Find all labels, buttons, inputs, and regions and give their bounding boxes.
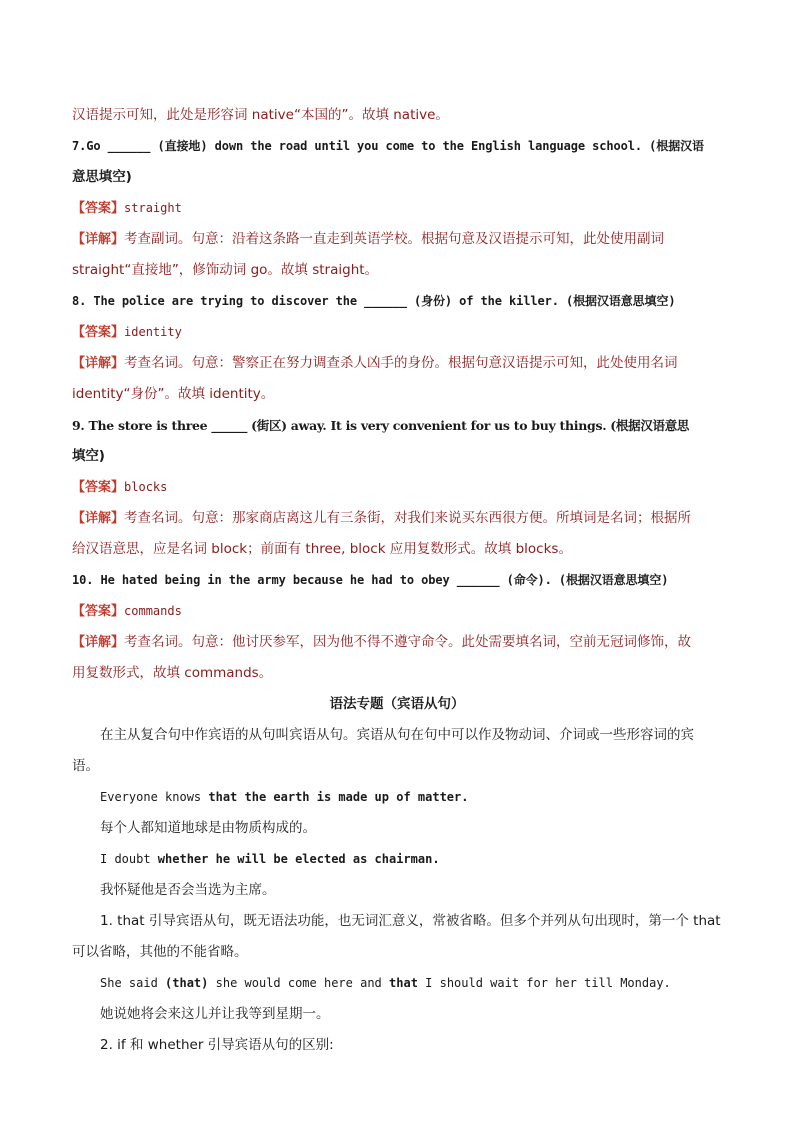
detail-7-cont: straight“直接地”，修饰动词 go。故填 straight。	[72, 262, 379, 278]
detail-text: 考查副词。句意：沿着这条路一直走到英语学校。根据句意及汉语提示可知，此处使用副词	[124, 231, 665, 247]
detail-10-cont: 用复数形式，故填 commands。	[72, 665, 273, 681]
answer-tag: 【答案】	[72, 480, 125, 495]
detail-text: 考查名词。句意：警察正在努力调查杀人凶手的身份。根据句意汉语提示可知，此处使用名词	[124, 355, 678, 371]
answer-8	[72, 317, 722, 348]
rule-2: 2. if 和 whether 引导宾语从句的区别:	[100, 1037, 334, 1053]
answer-9	[72, 472, 722, 503]
answer-tag: 【答案】	[72, 201, 125, 216]
section-title: 语法专题（宾语从句）	[329, 696, 465, 712]
rule-1-cont: 可以省略，其他的不能省略。	[72, 944, 248, 960]
example-bold: (that)	[165, 976, 209, 990]
example-sentence	[72, 844, 722, 875]
example-translation: 每个人都知道地球是由物质构成的。	[100, 820, 316, 836]
example-sentence	[72, 968, 722, 999]
question-8: 8. The police are trying to discover the ______ (身份) of the killer. (根据汉语意思填空)	[72, 294, 676, 308]
question-9-cont: 填空)	[72, 448, 105, 464]
answer-text: identity	[124, 325, 182, 339]
example-plain: she would come here and	[208, 976, 390, 990]
example-bold: whether he will be elected as chairman.	[157, 852, 440, 866]
answer-tag: 【答案】	[72, 604, 125, 619]
example-plain: Everyone knows	[100, 790, 209, 804]
example-bold: that	[389, 976, 418, 990]
rule-1: 1. that 引导宾语从句，既无语法功能，也无词汇意义，常被省略。但多个并列从句出现时，第一个 that	[100, 913, 721, 929]
detail-9	[72, 503, 722, 534]
answer-text: commands	[124, 604, 182, 618]
detail-7	[72, 224, 722, 255]
detail-text: 考查名词。句意：那家商店离这儿有三条街，对我们来说买东西很方便。所填词是名词；根据所	[124, 510, 692, 526]
detail-tag: 【详解】	[72, 635, 125, 650]
detail-tag: 【详解】	[72, 232, 125, 247]
question-10: 10. He hated being in the army because he had to obey ______ (命令). (根据汉语意思填空)	[72, 573, 669, 587]
detail-8	[72, 348, 722, 379]
detail-tag: 【详解】	[72, 356, 125, 371]
question-7: 7.Go ______ (直接地) down the road until you come to the English language school. (根据汉语	[72, 139, 704, 153]
example-bold: that the earth is made up of matter.	[208, 790, 469, 804]
detail-9-cont: 给汉语意思，应是名词 block；前面有 three, block 应用复数形式。故填 blocks。	[72, 541, 572, 557]
explanation-line: 汉语提示可知，此处是形容词 native“本国的”。故填 native。	[72, 107, 449, 123]
example-plain: I doubt	[100, 852, 158, 866]
paragraph-cont: 语。	[72, 758, 99, 774]
question-9: 9. The store is three ______ (街区) away. It is very convenient for us to buy things. (根据汉语意思	[72, 418, 690, 433]
answer-tag: 【答案】	[72, 325, 125, 340]
example-translation: 她说她将会来这儿并让我等到星期一。	[100, 1006, 330, 1022]
detail-tag: 【详解】	[72, 511, 125, 526]
detail-8-cont: identity“身份”。故填 identity。	[72, 386, 275, 402]
answer-10	[72, 596, 722, 627]
question-7-cont: 意思填空)	[72, 169, 132, 185]
answer-text: blocks	[124, 480, 168, 494]
answer-text: straight	[124, 201, 182, 215]
document-page	[72, 100, 722, 1061]
example-sentence	[72, 782, 722, 813]
example-plain: She said	[100, 976, 166, 990]
example-translation: 我怀疑他是否会当选为主席。	[100, 882, 276, 898]
example-plain: I should wait for her till Monday.	[417, 976, 671, 990]
answer-7	[72, 193, 722, 224]
paragraph: 在主从复合句中作宾语的从句叫宾语从句。宾语从句在句中可以作及物动词、介词或一些形容词的宾	[100, 727, 694, 743]
detail-text: 考查名词。句意：他讨厌参军，因为他不得不遵守命令。此处需要填名词，空前无冠词修饰，故	[124, 634, 692, 650]
detail-10	[72, 627, 722, 658]
